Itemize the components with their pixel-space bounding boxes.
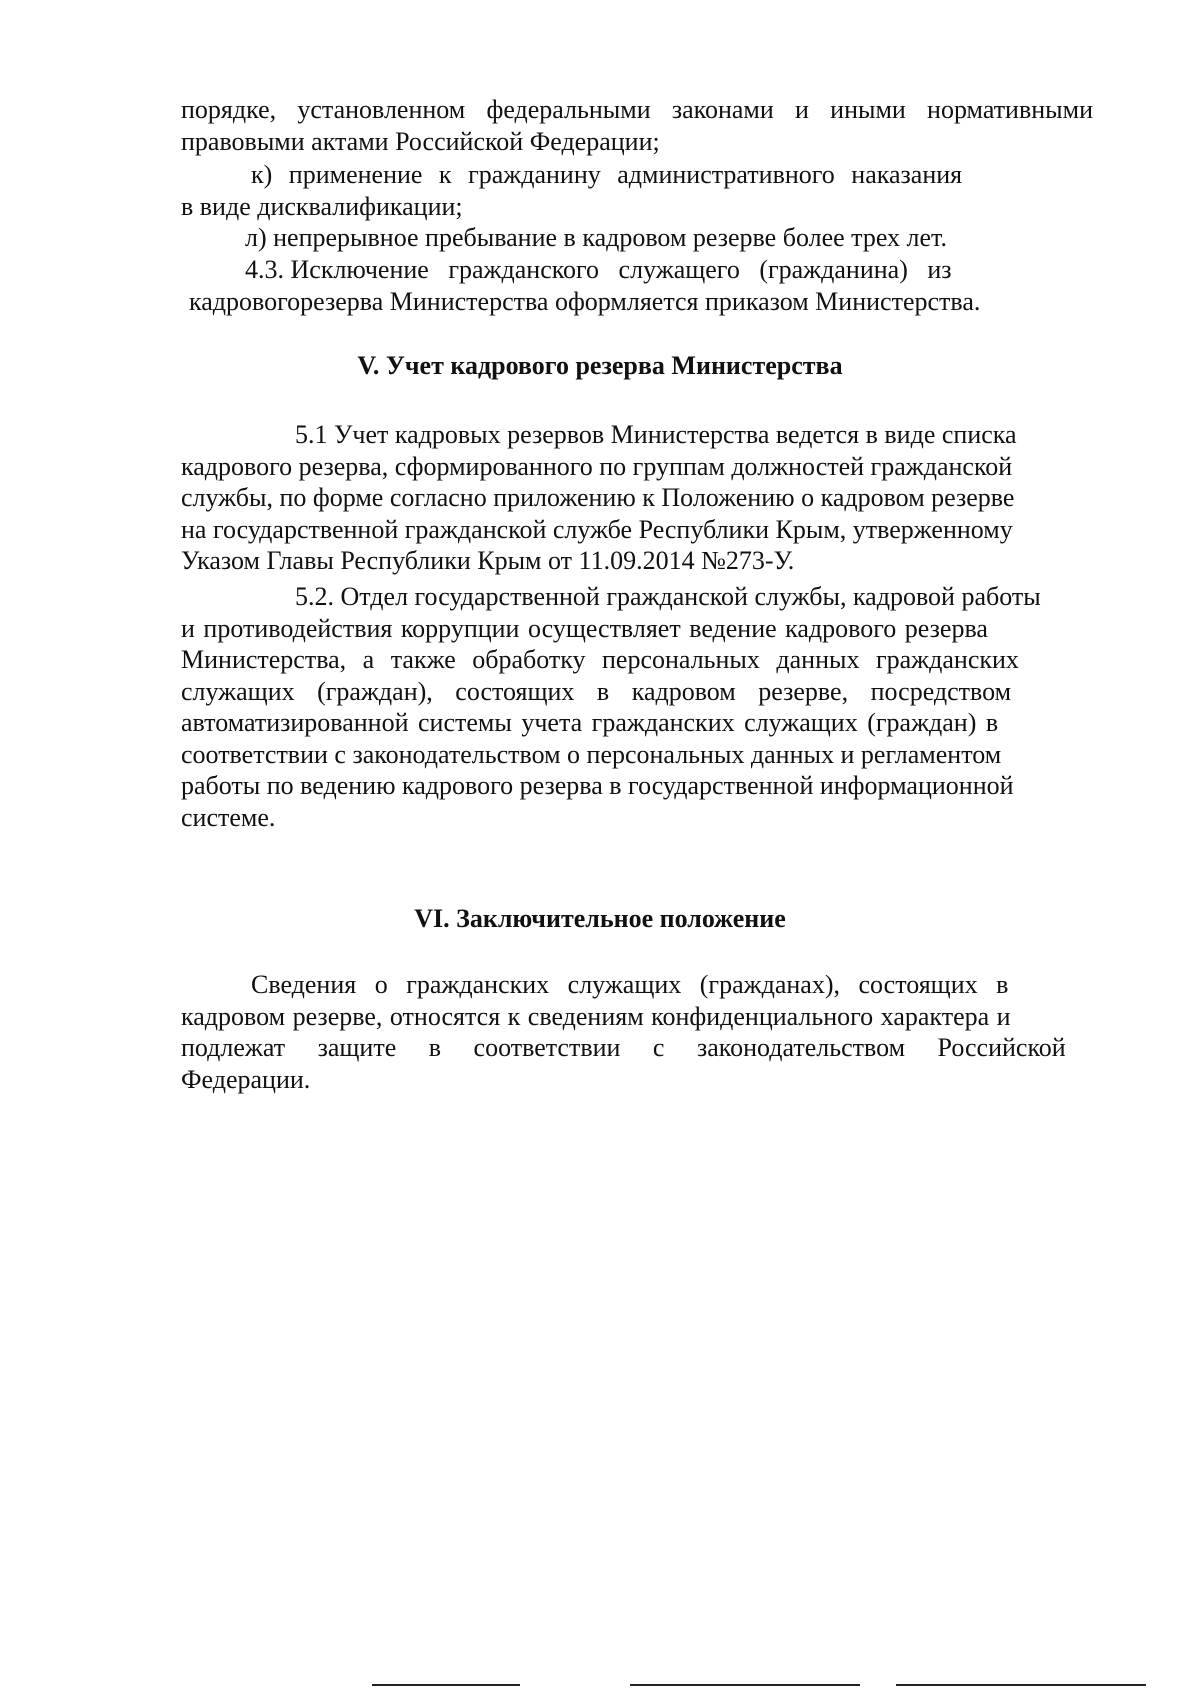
paragraph-5-1 bbox=[181, 419, 1107, 577]
text-line: к) применение к гражданину административного наказания bbox=[251, 160, 963, 189]
text-line: службы, по форме согласно приложению к Положению о кадровом резерве bbox=[181, 483, 1015, 512]
text-line: 5.1 Учет кадровых резервов Министерства ведется в виде списка bbox=[295, 420, 1017, 449]
item-4-3-paragraph bbox=[181, 254, 1107, 317]
text-line: 4.3. Исключение гражданского служащего (гражданина) из bbox=[245, 255, 952, 284]
text-line: в виде дисквалификации; bbox=[181, 191, 463, 221]
scan-line-artifact bbox=[372, 1684, 520, 1686]
text-line: соответствии с законодательством о персональных данных и регламентом bbox=[181, 739, 1002, 769]
section-6-heading: VI. Заключительное положение bbox=[414, 904, 786, 933]
text-line: л) непрерывное пребывание в кадровом резерве более трех лет. bbox=[245, 223, 947, 252]
paragraph-final bbox=[181, 969, 1107, 1095]
text-line: на государственной гражданской службе Республики Крым, утверженному bbox=[181, 514, 1013, 544]
text-line: кадровом резерве, относятся к сведениям конфиденциального характера и bbox=[181, 1001, 1011, 1031]
text-line: кадрового резерва, сформированного по группам должностей гражданской bbox=[181, 451, 1013, 481]
text-line: подлежат защите в соответствии с законодательством Российской bbox=[181, 1033, 1066, 1062]
item-l-paragraph bbox=[181, 222, 1107, 254]
text-line: служащих (граждан), состоящих в кадровом резерве, посредством bbox=[181, 676, 1012, 706]
scan-line-artifact bbox=[630, 1684, 860, 1686]
section-5-heading: V. Учет кадрового резерва Министерства bbox=[357, 351, 843, 380]
item-k-paragraph bbox=[181, 159, 1107, 222]
text-line: кадровогорезерва Министерства оформляется приказом Министерства. bbox=[189, 286, 981, 316]
scan-line-artifact bbox=[896, 1684, 1146, 1686]
text-line: системе. bbox=[181, 802, 276, 832]
text-line: Министерства, а также обработку персональных данных гражданских bbox=[181, 645, 1019, 674]
paragraph-5-2 bbox=[181, 581, 1107, 833]
text-line: Указом Главы Республики Крым от 11.09.2014 №273-У. bbox=[181, 546, 795, 575]
text-line: порядке, установленном федеральными законами и иными нормативными bbox=[181, 95, 1093, 124]
text-line: 5.2. Отдел государственной гражданской службы, кадровой работы bbox=[295, 582, 1041, 611]
text-line: автоматизированной системы учета гражданских служащих (граждан) в bbox=[181, 708, 999, 737]
text-line: Сведения о гражданских служащих (гражданах), состоящих в bbox=[251, 970, 1009, 999]
text-line: Федерации. bbox=[181, 1064, 311, 1094]
text-line: правовыми актами Российской Федерации; bbox=[181, 126, 660, 156]
text-line: и противодействия коррупции осуществляет ведение кадрового резерва bbox=[181, 613, 988, 643]
text-line: работы по ведению кадрового резерва в государственной информационной bbox=[181, 771, 1014, 800]
intro-paragraph bbox=[181, 94, 1107, 157]
